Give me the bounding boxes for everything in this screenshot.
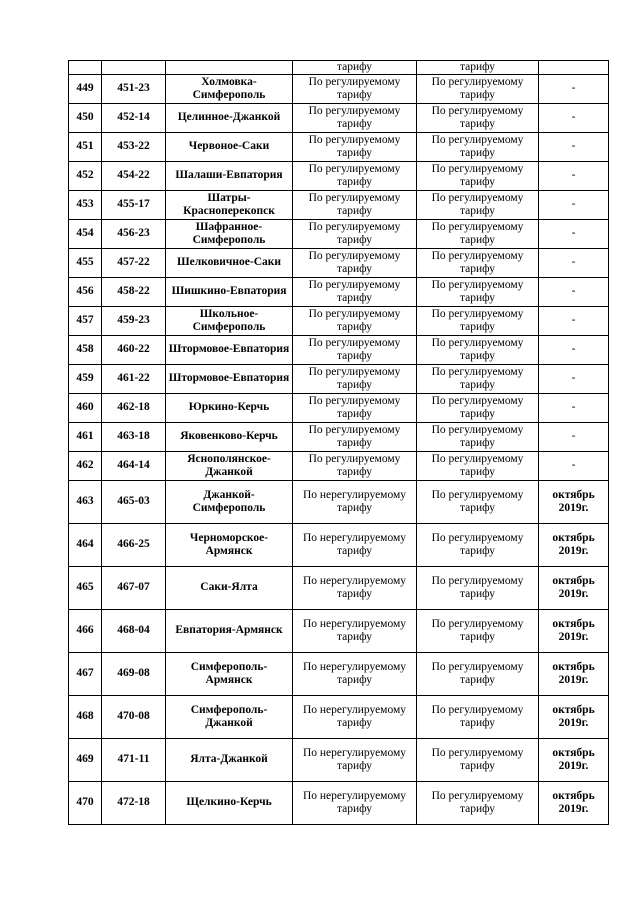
cell-date: - bbox=[539, 277, 609, 306]
cell-tariff: По регулируемому тарифу bbox=[293, 74, 417, 103]
cell-route-code: 460-22 bbox=[102, 335, 166, 364]
cell-number: 468 bbox=[69, 695, 102, 738]
cell-tariff-2: По регулируемому тарифу bbox=[417, 695, 539, 738]
cell-date: октябрь 2019г. bbox=[539, 695, 609, 738]
cell-route-code: 453-22 bbox=[102, 132, 166, 161]
cell-date: - bbox=[539, 306, 609, 335]
cell-route-code: 466-25 bbox=[102, 523, 166, 566]
cell-route-code: 463-18 bbox=[102, 422, 166, 451]
cell-number: 460 bbox=[69, 393, 102, 422]
cell-route-code: 461-22 bbox=[102, 364, 166, 393]
cell-route-name: Штормовое-Евпатория bbox=[166, 364, 293, 393]
table-row bbox=[69, 393, 609, 422]
cell-number: 455 bbox=[69, 248, 102, 277]
cell-tariff-2: По регулируемому тарифу bbox=[417, 306, 539, 335]
cell-route-name: Яснополянское-Джанкой bbox=[166, 451, 293, 480]
cell-route-name: Штормовое-Евпатория bbox=[166, 335, 293, 364]
cell-tariff: По регулируемому тарифу bbox=[293, 190, 417, 219]
cell-number: 466 bbox=[69, 609, 102, 652]
cell-route-code: 470-08 bbox=[102, 695, 166, 738]
cell-tariff-2: По регулируемому тарифу bbox=[417, 335, 539, 364]
cell-route-name: Шатры-Красноперекопск bbox=[166, 190, 293, 219]
cell-date: - bbox=[539, 161, 609, 190]
cell-tariff-2: По регулируемому тарифу bbox=[417, 422, 539, 451]
table-row bbox=[69, 161, 609, 190]
cell-route-code: 455-17 bbox=[102, 190, 166, 219]
cell-number: 464 bbox=[69, 523, 102, 566]
cell-date bbox=[539, 61, 609, 75]
table-row bbox=[69, 738, 609, 781]
cell-date: - bbox=[539, 393, 609, 422]
cell-route-name: Школьное-Симферополь bbox=[166, 306, 293, 335]
cell-number: 456 bbox=[69, 277, 102, 306]
cell-number: 457 bbox=[69, 306, 102, 335]
table-row bbox=[69, 609, 609, 652]
table-row bbox=[69, 364, 609, 393]
table-row bbox=[69, 306, 609, 335]
cell-route-code: 454-22 bbox=[102, 161, 166, 190]
cell-date: - bbox=[539, 248, 609, 277]
cell-tariff-2: По регулируемому тарифу bbox=[417, 652, 539, 695]
cell-date: октябрь 2019г. bbox=[539, 480, 609, 523]
cell-route-name: Шелковичное-Саки bbox=[166, 248, 293, 277]
table-row bbox=[69, 566, 609, 609]
cell-number: 463 bbox=[69, 480, 102, 523]
cell-tariff: По регулируемому тарифу bbox=[293, 393, 417, 422]
cell-tariff-2: По регулируемому тарифу bbox=[417, 364, 539, 393]
table-row bbox=[69, 190, 609, 219]
cell-tariff: По нерегулируемому тарифу bbox=[293, 523, 417, 566]
cell-tariff: По нерегулируемому тарифу bbox=[293, 480, 417, 523]
cell-tariff-2: тарифу bbox=[417, 61, 539, 75]
cell-tariff-2: По регулируемому тарифу bbox=[417, 781, 539, 824]
table-row bbox=[69, 523, 609, 566]
table-row bbox=[69, 480, 609, 523]
cell-route-code: 457-22 bbox=[102, 248, 166, 277]
cell-route-code: 452-14 bbox=[102, 103, 166, 132]
cell-route-code: 458-22 bbox=[102, 277, 166, 306]
cell-tariff: По регулируемому тарифу bbox=[293, 248, 417, 277]
table-row bbox=[69, 451, 609, 480]
cell-tariff: По регулируемому тарифу bbox=[293, 161, 417, 190]
cell-date: - bbox=[539, 74, 609, 103]
cell-tariff: По нерегулируемому тарифу bbox=[293, 609, 417, 652]
cell-route-code: 467-07 bbox=[102, 566, 166, 609]
cell-route-name: Черноморское-Армянск bbox=[166, 523, 293, 566]
table-row bbox=[69, 781, 609, 824]
cell-tariff-2: По регулируемому тарифу bbox=[417, 738, 539, 781]
cell-route-name: Евпатория-Армянск bbox=[166, 609, 293, 652]
cell-route-name: Юркино-Керчь bbox=[166, 393, 293, 422]
cell-route-code: 468-04 bbox=[102, 609, 166, 652]
cell-number: 467 bbox=[69, 652, 102, 695]
cell-number: 459 bbox=[69, 364, 102, 393]
routes-table-body bbox=[69, 61, 609, 825]
cell-tariff: По регулируемому тарифу bbox=[293, 422, 417, 451]
table-row bbox=[69, 422, 609, 451]
cell-date: - bbox=[539, 335, 609, 364]
cell-tariff-2: По регулируемому тарифу bbox=[417, 74, 539, 103]
cell-date: октябрь 2019г. bbox=[539, 566, 609, 609]
cell-route-name: Яковенково-Керчь bbox=[166, 422, 293, 451]
cell-tariff: тарифу bbox=[293, 61, 417, 75]
cell-date: октябрь 2019г. bbox=[539, 652, 609, 695]
cell-date: октябрь 2019г. bbox=[539, 781, 609, 824]
cell-tariff-2: По регулируемому тарифу bbox=[417, 161, 539, 190]
cell-date: октябрь 2019г. bbox=[539, 738, 609, 781]
cell-tariff: По нерегулируемому тарифу bbox=[293, 652, 417, 695]
cell-tariff: По регулируемому тарифу bbox=[293, 219, 417, 248]
table-row-continuation bbox=[69, 61, 609, 75]
cell-tariff-2: По регулируемому тарифу bbox=[417, 609, 539, 652]
cell-route-code: 465-03 bbox=[102, 480, 166, 523]
table-row bbox=[69, 652, 609, 695]
cell-route-name: Ялта-Джанкой bbox=[166, 738, 293, 781]
cell-tariff-2: По регулируемому тарифу bbox=[417, 219, 539, 248]
cell-route-name: Шафранное-Симферополь bbox=[166, 219, 293, 248]
cell-number: 453 bbox=[69, 190, 102, 219]
cell-route-code: 462-18 bbox=[102, 393, 166, 422]
cell-route-code: 456-23 bbox=[102, 219, 166, 248]
cell-tariff: По нерегулируемому тарифу bbox=[293, 738, 417, 781]
cell-tariff-2: По регулируемому тарифу bbox=[417, 393, 539, 422]
cell-tariff-2: По регулируемому тарифу bbox=[417, 480, 539, 523]
cell-number: 462 bbox=[69, 451, 102, 480]
cell-number: 451 bbox=[69, 132, 102, 161]
cell-tariff: По нерегулируемому тарифу bbox=[293, 695, 417, 738]
cell-tariff: По регулируемому тарифу bbox=[293, 306, 417, 335]
table-row bbox=[69, 248, 609, 277]
cell-tariff: По нерегулируемому тарифу bbox=[293, 781, 417, 824]
cell-date: - bbox=[539, 132, 609, 161]
cell-route-name: Джанкой-Симферополь bbox=[166, 480, 293, 523]
cell-route-name: Холмовка-Симферополь bbox=[166, 74, 293, 103]
cell-date: - bbox=[539, 422, 609, 451]
cell-number: 450 bbox=[69, 103, 102, 132]
cell-route-name bbox=[166, 61, 293, 75]
cell-number: 469 bbox=[69, 738, 102, 781]
cell-tariff: По регулируемому тарифу bbox=[293, 277, 417, 306]
cell-number: 458 bbox=[69, 335, 102, 364]
cell-tariff: По регулируемому тарифу bbox=[293, 364, 417, 393]
table-row bbox=[69, 335, 609, 364]
cell-route-name: Симферополь-Армянск bbox=[166, 652, 293, 695]
cell-tariff-2: По регулируемому тарифу bbox=[417, 277, 539, 306]
cell-route-code: 464-14 bbox=[102, 451, 166, 480]
cell-route-name: Шишкино-Евпатория bbox=[166, 277, 293, 306]
cell-date: - bbox=[539, 451, 609, 480]
cell-number: 454 bbox=[69, 219, 102, 248]
cell-route-code bbox=[102, 61, 166, 75]
cell-tariff-2: По регулируемому тарифу bbox=[417, 190, 539, 219]
table-row bbox=[69, 132, 609, 161]
cell-date: октябрь 2019г. bbox=[539, 609, 609, 652]
cell-route-name: Саки-Ялта bbox=[166, 566, 293, 609]
table-row bbox=[69, 277, 609, 306]
cell-number: 465 bbox=[69, 566, 102, 609]
table-row bbox=[69, 219, 609, 248]
cell-number: 470 bbox=[69, 781, 102, 824]
cell-tariff-2: По регулируемому тарифу bbox=[417, 132, 539, 161]
cell-number: 449 bbox=[69, 74, 102, 103]
cell-number: 452 bbox=[69, 161, 102, 190]
cell-tariff-2: По регулируемому тарифу bbox=[417, 523, 539, 566]
cell-route-code: 469-08 bbox=[102, 652, 166, 695]
cell-tariff-2: По регулируемому тарифу bbox=[417, 451, 539, 480]
cell-route-code: 472-18 bbox=[102, 781, 166, 824]
cell-route-name: Целинное-Джанкой bbox=[166, 103, 293, 132]
cell-date: - bbox=[539, 103, 609, 132]
cell-date: октябрь 2019г. bbox=[539, 523, 609, 566]
table-row bbox=[69, 74, 609, 103]
cell-tariff-2: По регулируемому тарифу bbox=[417, 566, 539, 609]
cell-route-name: Щелкино-Керчь bbox=[166, 781, 293, 824]
table-row bbox=[69, 103, 609, 132]
cell-tariff: По регулируемому тарифу bbox=[293, 451, 417, 480]
cell-route-name: Симферополь-Джанкой bbox=[166, 695, 293, 738]
cell-number bbox=[69, 61, 102, 75]
routes-table bbox=[68, 60, 609, 825]
cell-tariff-2: По регулируемому тарифу bbox=[417, 248, 539, 277]
cell-route-code: 451-23 bbox=[102, 74, 166, 103]
cell-route-code: 471-11 bbox=[102, 738, 166, 781]
cell-number: 461 bbox=[69, 422, 102, 451]
cell-tariff: По нерегулируемому тарифу bbox=[293, 566, 417, 609]
cell-tariff: По регулируемому тарифу bbox=[293, 103, 417, 132]
cell-tariff: По регулируемому тарифу bbox=[293, 132, 417, 161]
cell-date: - bbox=[539, 219, 609, 248]
cell-tariff-2: По регулируемому тарифу bbox=[417, 103, 539, 132]
cell-date: - bbox=[539, 190, 609, 219]
cell-tariff: По регулируемому тарифу bbox=[293, 335, 417, 364]
cell-route-name: Червоное-Саки bbox=[166, 132, 293, 161]
cell-route-code: 459-23 bbox=[102, 306, 166, 335]
table-row bbox=[69, 695, 609, 738]
cell-route-name: Шалаши-Евпатория bbox=[166, 161, 293, 190]
cell-date: - bbox=[539, 364, 609, 393]
